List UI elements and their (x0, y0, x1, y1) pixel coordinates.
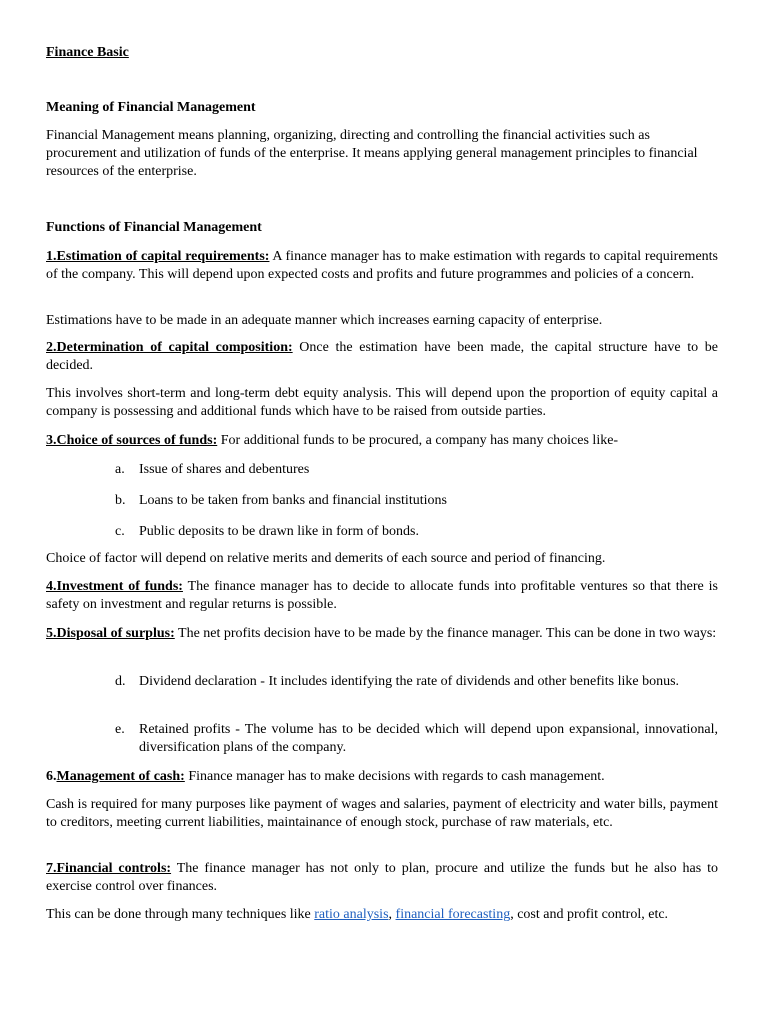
function-3-text: For additional funds to be procured, a company has many choices like- (217, 433, 619, 448)
function-4-text: The finance manager has to decide to allocate funds into profitable ventures so that there is safety on investment and regular returns is possible. (46, 579, 718, 612)
list-item (115, 523, 718, 541)
function-5-label: 5.Disposal of surplus: (46, 626, 175, 641)
function-1-label: 1.Estimation of capital requirements: (46, 249, 270, 264)
function-6-number: 6. (46, 769, 57, 784)
ratio-analysis-link[interactable]: ratio analysis (314, 907, 389, 922)
list-marker: a. (115, 462, 125, 477)
list-marker: b. (115, 493, 126, 508)
list-item (115, 673, 718, 691)
function-3-label: 3.Choice of sources of funds: (46, 433, 218, 448)
list-item-text: Public deposits to be drawn like in form of bonds. (139, 524, 419, 539)
list-marker: d. (115, 674, 126, 689)
function-4-paragraph (46, 578, 718, 614)
function-6-note: Cash is required for many purposes like payment of wages and salaries, payment of electricity and water bills, payment to creditors, meeting current liabilities, maintainance of enough stock, purchase of raw materials, etc. (46, 797, 718, 830)
functions-heading: Functions of Financial Management (46, 220, 262, 235)
link-separator: , (388, 907, 396, 922)
financial-forecasting-link[interactable]: financial forecasting (395, 907, 511, 922)
function-7-label: 7.Financial controls: (46, 861, 172, 876)
meaning-paragraph: Financial Management means planning, organizing, directing and controlling the financial activities such as procurement and utilization of funds of the enterprise. It means applying general management principles to financial resources of the enterprise. (46, 128, 698, 179)
function-2-label: 2.Determination of capital composition: (46, 340, 293, 355)
function-4-label: 4.Investment of funds: (46, 579, 183, 594)
list-marker: e. (115, 722, 125, 737)
function-2-paragraph (46, 339, 718, 375)
list-item-text: Dividend declaration - It includes identifying the rate of dividends and other benefits like bonus. (139, 674, 680, 689)
function-7-text: The finance manager has not only to plan, procure and utilize the funds but he also has to exercise control over finances. (46, 861, 718, 894)
function-2-text: Once the estimation have been made, the capital structure have to be decided. (46, 340, 718, 373)
list-item (115, 721, 718, 757)
function-1-paragraph (46, 248, 718, 284)
function-5-text: The net profits decision have to be made by the finance manager. This can be done in two ways: (174, 626, 717, 641)
doc-title: Finance Basic (46, 45, 129, 60)
meaning-heading: Meaning of Financial Management (46, 100, 256, 115)
list-item-text: Retained profits - The volume has to be decided which will depend upon expansional, innovational, diversification plans of the company. (139, 722, 718, 755)
function-6-text: Finance manager has to make decisions with regards to cash management. (184, 769, 605, 784)
function-6-label: Management of cash: (56, 769, 185, 784)
list-item-text: Loans to be taken from banks and financial institutions (139, 493, 447, 508)
list-marker: c. (115, 524, 125, 539)
function-3-note: Choice of factor will depend on relative merits and demerits of each source and period of financing. (46, 551, 606, 566)
function-3-paragraph (46, 432, 718, 450)
function-7-paragraph (46, 860, 718, 896)
list-item-text: Issue of shares and debentures (139, 462, 310, 477)
function-1-text: A finance manager has to make estimation with regards to capital requirements of the company. This will depend upon expected costs and profits and future programmes and policies of a concern. (46, 249, 718, 282)
list-item (115, 492, 718, 510)
function-7-note-prefix: This can be done through many techniques like (46, 907, 315, 922)
function-6-paragraph (46, 768, 718, 786)
function-1-note: Estimations have to be made in an adequate manner which increases earning capacity of enterprise. (46, 313, 603, 328)
function-2-note: This involves short-term and long-term debt equity analysis. This will depend upon the proportion of equity capital a company is possessing and additional funds which have to be raised from outside parties. (46, 386, 718, 419)
function-7-note (46, 906, 718, 924)
function-7-note-suffix: , cost and profit control, etc. (510, 907, 669, 922)
list-item (115, 461, 718, 479)
function-5-paragraph (46, 625, 718, 643)
